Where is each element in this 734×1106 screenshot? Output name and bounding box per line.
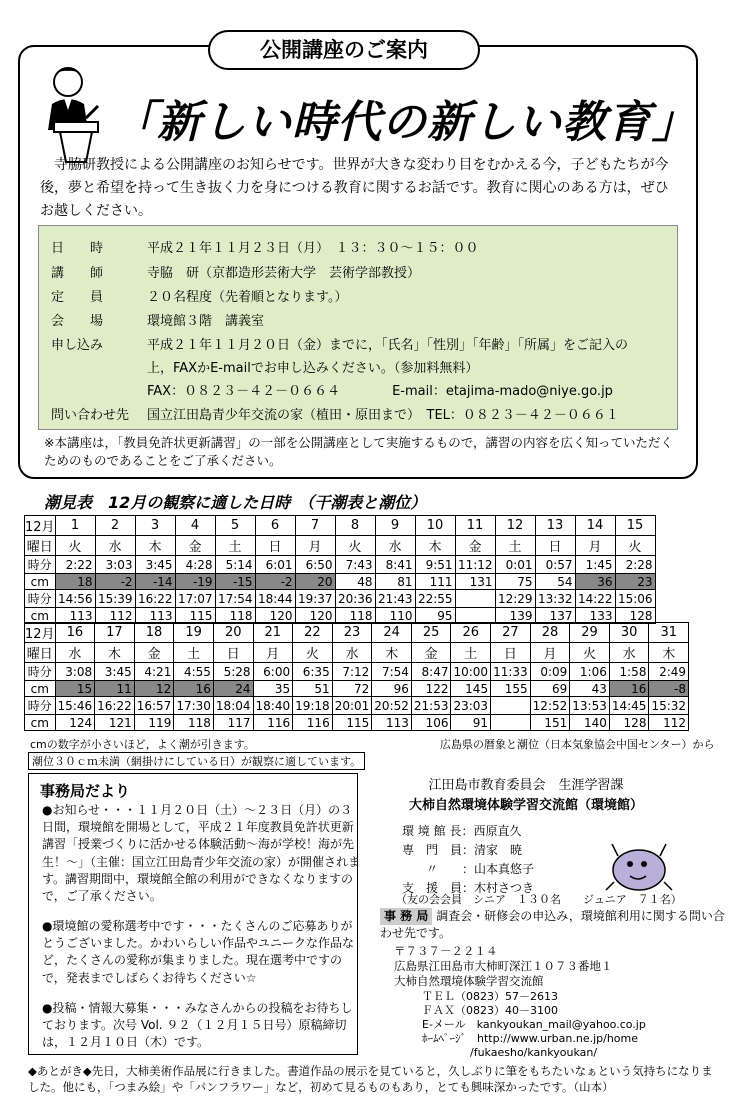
info-value: 平成２１年１１月２０日（金）までに，「氏名」「性別」「年齢」「所属」をご記入の	[147, 338, 629, 353]
tide-level: 95	[415, 608, 455, 624]
tide-day: 11	[455, 516, 495, 536]
info-label: 講 師	[51, 266, 104, 281]
tide-time: 18:40	[253, 697, 293, 715]
tide-level: 11	[95, 681, 135, 697]
news-title: 事務局だより	[40, 782, 131, 800]
tide-time: 7:43	[335, 556, 375, 574]
tide-time: 0:57	[535, 556, 575, 574]
tide-level: 23	[615, 574, 655, 590]
tide-weekday: 木	[649, 643, 689, 663]
tide-source: 広島県の暦象と潮位（日本気象協会中国センター）から	[440, 738, 715, 751]
tide-row-label: 12月	[25, 623, 56, 643]
tide-level: 115	[332, 715, 372, 731]
info-label: 定 員	[51, 290, 104, 305]
tide-weekday: 金	[175, 536, 215, 556]
tide-time: 22:55	[415, 590, 455, 608]
tide-level: 118	[335, 608, 375, 624]
tide-row-label: 時分	[25, 556, 56, 574]
tide-time: 16:57	[134, 697, 174, 715]
tide-time: 3:08	[55, 663, 95, 681]
info-label: 日 時	[51, 241, 104, 256]
info-value: 上，FAXかE-mailでお申し込みください。（参加料無料）	[147, 361, 479, 376]
tide-table-1	[24, 515, 656, 624]
tide-level: 15	[55, 681, 95, 697]
tide-level: 116	[253, 715, 293, 731]
tide-level: 133	[575, 608, 615, 624]
info-value: 寺脇 研（京都造形芸術大学 芸術学部教授）	[147, 266, 421, 281]
tide-level: 110	[375, 608, 415, 624]
tide-level: 36	[575, 574, 615, 590]
tide-time: 3:45	[95, 663, 135, 681]
tide-time: 16:22	[95, 697, 135, 715]
tide-level: 120	[295, 608, 335, 624]
info-label: 申し込み	[51, 338, 104, 353]
tide-time: 17:54	[215, 590, 255, 608]
tide-weekday: 木	[135, 536, 175, 556]
tide-time: 12:52	[530, 697, 570, 715]
tide-weekday: 金	[134, 643, 174, 663]
tide-row	[25, 623, 689, 643]
tide-time: 6:50	[295, 556, 335, 574]
tide-weekday: 金	[411, 643, 451, 663]
tide-heading: 潮見表 12月の観察に適した日時 （干潮表と潮位）	[44, 493, 427, 512]
tide-day: 1	[55, 516, 95, 536]
org-line1: 江田島市教育委員会 生涯学習課	[428, 778, 624, 793]
tide-day: 25	[411, 623, 451, 643]
tide-weekday: 火	[293, 643, 333, 663]
news-item: ●環境館の愛称選考中です・・・たくさんのご応募ありがとうございました。かわいらしい作品やユニークな作品など，たくさんの愛称が集まりました。現在選考中ですので，発表までしばらくお待ちください☆	[42, 919, 355, 985]
tide-time: 1:58	[609, 663, 649, 681]
tide-weekday: 水	[55, 643, 95, 663]
tide-weekday: 日	[213, 643, 253, 663]
tide-table-2	[24, 622, 689, 731]
tide-level: 16	[174, 681, 214, 697]
tide-day: 3	[135, 516, 175, 536]
tide-level: 137	[535, 608, 575, 624]
tide-level: 118	[215, 608, 255, 624]
tide-level: 151	[530, 715, 570, 731]
info-row	[51, 286, 347, 305]
tide-level: 122	[411, 681, 451, 697]
tide-level: 43	[570, 681, 610, 697]
tide-time: 4:28	[175, 556, 215, 574]
banner: 公開講座のご案内	[208, 30, 480, 70]
tide-level: 113	[55, 608, 95, 624]
tide-weekday: 日	[491, 643, 531, 663]
tide-level: 131	[455, 574, 495, 590]
tide-time: 0:01	[495, 556, 535, 574]
tide-level: 139	[495, 608, 535, 624]
news-item: ●お知らせ・・・１１月２０日（土）～２３日（月）の３日間，環境館を開場として，平成２１年度教員免許状更新講習「授業づくりに活かせる体験活動～海が学校！海が先生！～」（主催：国立江田島青少年交流の家）が開催されます。講習期間中，環境館全館の利用ができなくなりますので，ご了承ください。	[42, 803, 361, 904]
tide-weekday: 月	[530, 643, 570, 663]
tide-time: 18:44	[255, 590, 295, 608]
tide-row-label: cm	[25, 608, 56, 624]
tide-day: 17	[95, 623, 135, 643]
tide-row	[25, 697, 689, 715]
tide-row-label: 時分	[25, 663, 56, 681]
staff-row: 環 境 館 長：西原直久	[402, 824, 522, 838]
tide-time: 20:01	[332, 697, 372, 715]
tide-level: 113	[372, 715, 412, 731]
info-row	[51, 404, 619, 423]
tide-note-observation: 潮位３０ｃｍ未満（網掛けにしている日）が観察に適しています。	[28, 752, 365, 770]
tel: ＴＥＬ（0823）57－2613	[422, 990, 558, 1003]
tide-level: 24	[213, 681, 253, 697]
tide-time: 19:18	[293, 697, 333, 715]
tide-time: 15:39	[95, 590, 135, 608]
tide-time: 19:37	[295, 590, 335, 608]
tide-time: 16:22	[135, 590, 175, 608]
tide-row-label: 時分	[25, 697, 56, 715]
tide-weekday: 木	[415, 536, 455, 556]
tide-row	[25, 715, 689, 731]
fax: ＦＡＸ（0823）40－3100	[422, 1004, 558, 1017]
tide-weekday: 月	[253, 643, 293, 663]
tide-weekday: 火	[55, 536, 95, 556]
tide-day: 30	[609, 623, 649, 643]
tide-day: 31	[649, 623, 689, 643]
tide-day: 19	[174, 623, 214, 643]
tide-time: 8:47	[411, 663, 451, 681]
tide-weekday: 火	[570, 643, 610, 663]
info-row	[51, 310, 264, 329]
tide-weekday: 水	[609, 643, 649, 663]
tide-time: 7:12	[332, 663, 372, 681]
info-row	[51, 334, 628, 353]
tide-level: -14	[135, 574, 175, 590]
tide-weekday: 月	[295, 536, 335, 556]
intro-text: 寺脇研教授による公開講座のお知らせです。世界が大きな変わり目をむかえる今，子どもたちが今後，夢と希望を持って生き抜く力を身につける教育に関するお話です。教育に関心のある方は，ぜひお越しください。	[40, 157, 669, 219]
tide-time: 0:09	[530, 663, 570, 681]
staff-row: 支 援 員：木村さつき	[402, 881, 535, 895]
tide-weekday: 火	[335, 536, 375, 556]
office-info	[380, 908, 734, 942]
tide-level: 81	[375, 574, 415, 590]
tide-level: 124	[55, 715, 95, 731]
tide-row	[25, 663, 689, 681]
tide-time: 18:04	[213, 697, 253, 715]
tide-weekday: 木	[372, 643, 412, 663]
tide-time: 7:54	[372, 663, 412, 681]
tide-time: 4:55	[174, 663, 214, 681]
tide-day: 28	[530, 623, 570, 643]
tide-weekday: 水	[332, 643, 372, 663]
tide-time: 6:01	[255, 556, 295, 574]
website-path[interactable]: /fukaesho/kankyoukan/	[470, 1046, 598, 1059]
info-row	[51, 380, 613, 399]
tide-level: 35	[253, 681, 293, 697]
tide-level: -2	[255, 574, 295, 590]
tide-day: 22	[293, 623, 333, 643]
tide-day: 5	[215, 516, 255, 536]
tide-day: 14	[575, 516, 615, 536]
tide-level: 112	[649, 715, 689, 731]
tide-day: 18	[134, 623, 174, 643]
tide-weekday: 金	[455, 536, 495, 556]
website[interactable]: ﾎｰﾑﾍﾟｰｼﾞ http://www.urban.ne.jp/home	[422, 1032, 639, 1045]
tide-time: 4:21	[134, 663, 174, 681]
info-value: FAX：０８２３－４２－０６６４ E-mail：etajima-mado@niye.go.jp	[147, 384, 613, 399]
facility-name: 大柿自然環境体験学習交流館	[394, 974, 544, 988]
tide-time: 6:35	[293, 663, 333, 681]
tide-weekday: 土	[451, 643, 491, 663]
tide-level: 116	[293, 715, 333, 731]
tide-weekday: 火	[615, 536, 655, 556]
tide-day: 23	[332, 623, 372, 643]
office-label: 事 務 局	[380, 908, 432, 925]
tide-level: 140	[570, 715, 610, 731]
staff-row: 専 門 員：清家 暁	[402, 843, 523, 857]
afterword: ◆あとがき◆先日，大柿美術作品展に行きました。書道作品の展示を見ていると，久しぶりに筆をもちたいなぁという気持ちになりました。他にも，「つまみ絵」や「パンフラワー」など，初めて見るものもあり，とても興味深かったです。（山本）	[28, 1064, 713, 1094]
tide-time: 15:32	[649, 697, 689, 715]
tide-level: 16	[609, 681, 649, 697]
tide-level: 118	[174, 715, 214, 731]
tide-level: 20	[295, 574, 335, 590]
tide-level: 128	[615, 608, 655, 624]
contact-block	[422, 990, 646, 1060]
info-value: 平成２１年１１月２３日（月） １３：３０～１５：００	[147, 241, 479, 256]
tide-level: -19	[175, 574, 215, 590]
tide-time: 5:28	[213, 663, 253, 681]
tide-level: -8	[649, 681, 689, 697]
tide-row-label: 曜日	[25, 643, 56, 663]
tide-row	[25, 556, 656, 574]
tide-level: 120	[255, 608, 295, 624]
tide-time: 23:03	[451, 697, 491, 715]
tide-level: 117	[213, 715, 253, 731]
org-line2: 大柿自然環境体験学習交流館（環境館）	[408, 798, 643, 813]
staff-list	[402, 822, 534, 898]
tide-row-label: 時分	[25, 590, 56, 608]
tide-level: 121	[95, 715, 135, 731]
tide-level: 69	[530, 681, 570, 697]
tide-day: 6	[255, 516, 295, 536]
tide-weekday: 日	[255, 536, 295, 556]
info-row	[51, 237, 479, 256]
members-count: （友の会会員 シニア １３０名 ジュニア ７１名）	[396, 893, 682, 906]
tide-level: 96	[372, 681, 412, 697]
tide-weekday: 土	[495, 536, 535, 556]
tide-time: 14:22	[575, 590, 615, 608]
tide-row	[25, 681, 689, 697]
tide-time: 2:49	[649, 663, 689, 681]
tide-time: 2:22	[55, 556, 95, 574]
tide-time: 15:06	[615, 590, 655, 608]
tide-level: 115	[175, 608, 215, 624]
tide-day: 13	[535, 516, 575, 536]
tide-note: cmの数字が小さいほど，よく潮が引きます。	[30, 738, 255, 751]
email[interactable]: E-メール kankyoukan_mail@yahoo.co.jp	[422, 1018, 646, 1031]
tide-row-label: cm	[25, 681, 56, 697]
tide-level: 155	[491, 681, 531, 697]
tide-time: 1:45	[575, 556, 615, 574]
info-value: ２０名程度（先着順となります。）	[147, 290, 348, 305]
tide-day: 12	[495, 516, 535, 536]
tide-level: 54	[535, 574, 575, 590]
tide-row-label: 12月	[25, 516, 56, 536]
tide-time: 1:06	[570, 663, 610, 681]
tide-time: 13:53	[570, 697, 610, 715]
info-value: 国立江田島青少年交流の家（植田・原田まで） TEL：０８２３－４２－０６６１	[147, 408, 619, 423]
info-value: 環境館３階 講義室	[147, 314, 265, 329]
tide-time: 5:14	[215, 556, 255, 574]
tide-time: 17:30	[174, 697, 214, 715]
tide-day: 8	[335, 516, 375, 536]
tide-time: 21:53	[411, 697, 451, 715]
tide-level: 106	[411, 715, 451, 731]
tide-day: 21	[253, 623, 293, 643]
tide-time: 14:56	[55, 590, 95, 608]
tide-time: 2:28	[615, 556, 655, 574]
tide-time: 17:07	[175, 590, 215, 608]
staff-row: 〃 ：山本真悠子	[402, 862, 535, 876]
tide-level: -15	[215, 574, 255, 590]
zip-code: 〒７３７－２２１４	[394, 944, 498, 958]
tide-level: 12	[134, 681, 174, 697]
tide-time: 20:52	[372, 697, 412, 715]
tide-weekday: 水	[95, 536, 135, 556]
tide-level: 111	[415, 574, 455, 590]
tide-weekday: 月	[575, 536, 615, 556]
tide-row-label: cm	[25, 715, 56, 731]
tide-day: 20	[213, 623, 253, 643]
lecture-title: 「新しい時代の新しい教育」	[112, 97, 697, 148]
tide-time: 12:29	[495, 590, 535, 608]
tide-level: 51	[293, 681, 333, 697]
info-row	[51, 262, 420, 281]
tide-day: 9	[375, 516, 415, 536]
tide-day: 26	[451, 623, 491, 643]
tide-time: 3:03	[95, 556, 135, 574]
tide-row-label: cm	[25, 574, 56, 590]
tide-weekday: 土	[215, 536, 255, 556]
tide-day: 10	[415, 516, 455, 536]
tide-row	[25, 536, 656, 556]
tide-weekday: 土	[174, 643, 214, 663]
tide-level: 75	[495, 574, 535, 590]
tide-time: 3:45	[135, 556, 175, 574]
tide-level: 113	[135, 608, 175, 624]
tide-weekday: 木	[95, 643, 135, 663]
info-panel	[38, 225, 678, 430]
tide-time: 10:00	[451, 663, 491, 681]
tide-day: 2	[95, 516, 135, 536]
info-label: 会 場	[51, 314, 104, 329]
tide-day: 7	[295, 516, 335, 536]
tide-time: 14:45	[609, 697, 649, 715]
tide-row	[25, 574, 656, 590]
tide-level: 119	[134, 715, 174, 731]
lecturer-illustration	[34, 60, 114, 164]
tide-time: 11:33	[491, 663, 531, 681]
tide-row-label: 曜日	[25, 536, 56, 556]
tide-time: 6:00	[253, 663, 293, 681]
tide-time: 8:41	[375, 556, 415, 574]
tide-day: 16	[55, 623, 95, 643]
tide-day: 29	[570, 623, 610, 643]
tide-day: 4	[175, 516, 215, 536]
tide-time: 15:46	[55, 697, 95, 715]
info-row	[51, 357, 478, 376]
tide-level: -2	[95, 574, 135, 590]
tide-day: 27	[491, 623, 531, 643]
tide-weekday: 日	[535, 536, 575, 556]
tide-time: 20:36	[335, 590, 375, 608]
tide-time: 13:32	[535, 590, 575, 608]
mascot-illustration	[604, 836, 674, 896]
tide-time: 11:12	[455, 556, 495, 574]
tide-level: 112	[95, 608, 135, 624]
tide-level	[491, 715, 531, 731]
tide-row	[25, 643, 689, 663]
tide-level: 91	[451, 715, 491, 731]
address-block	[394, 944, 613, 989]
tide-time: 21:43	[375, 590, 415, 608]
tide-level: 18	[55, 574, 95, 590]
tide-level: 72	[332, 681, 372, 697]
tide-row	[25, 590, 656, 608]
tide-time	[491, 697, 531, 715]
tide-row	[25, 516, 656, 536]
office-text: 調査会・研修会の申込み，環境館利用に関する問い合わせ先です。	[380, 909, 725, 940]
tide-time: 9:51	[415, 556, 455, 574]
tide-weekday: 水	[375, 536, 415, 556]
info-label: 問い合わせ先	[51, 408, 130, 423]
note-text: ※本講座は，「教員免許状更新講習」の一部を公開講座として実施するもので，講習の内容を広く知っていただくためのものであることをご了承ください。	[44, 435, 673, 468]
tide-level: 145	[451, 681, 491, 697]
tide-level: 128	[609, 715, 649, 731]
news-item: ●投稿・情報大募集・・・みなさんからの投稿をお待ちしております。次号 Vol. ９２（１２月１５日号）原稿締切は，１２月１０日（木）です。	[42, 1001, 353, 1050]
address: 広島県江田島市大柿町深江１０７３番地１	[394, 959, 613, 973]
tide-level: 48	[335, 574, 375, 590]
tide-day: 24	[372, 623, 412, 643]
tide-time	[455, 590, 495, 608]
tide-day: 15	[615, 516, 655, 536]
